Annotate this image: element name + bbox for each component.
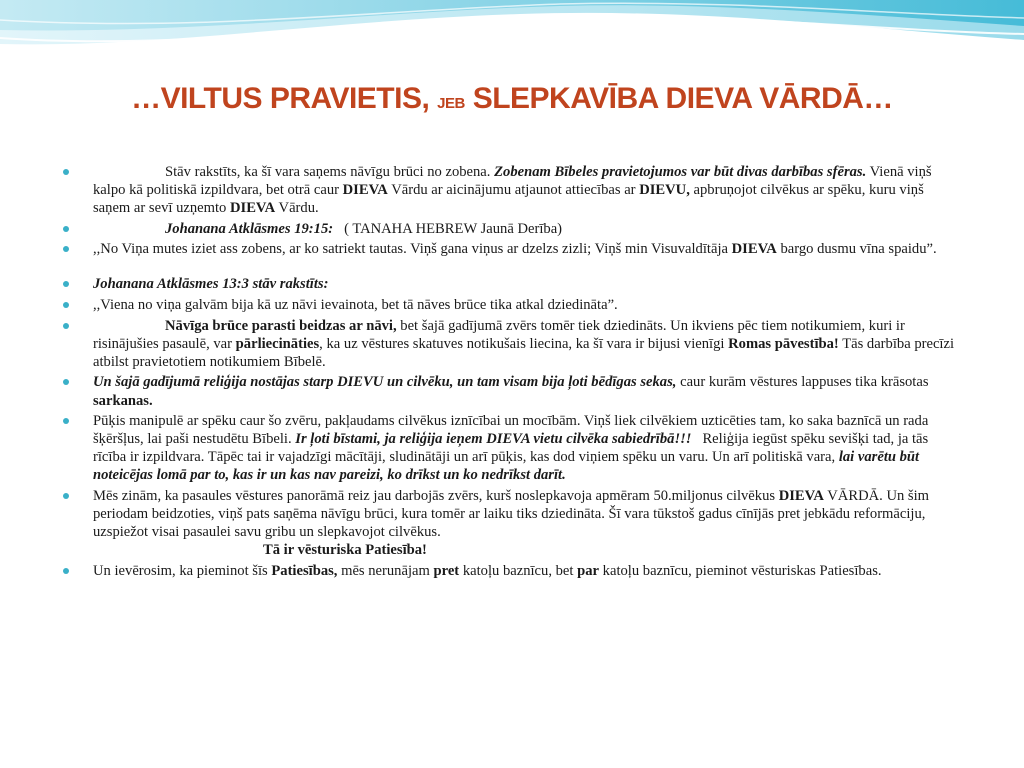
text: ( TANAHA HEBREW Jaunā Derība) [344, 220, 563, 237]
text-bold: sarkanas. [93, 392, 153, 409]
text-bold: DIEVA [342, 182, 388, 199]
text-bold: Nāvīga brūce parasti beidzas ar nāvi, [165, 317, 397, 334]
text: bargo dusmu vīna spaidu”. [780, 241, 937, 258]
header-wave-decoration [0, 0, 1024, 70]
text: , ka uz vēstures skatuves notikušais liecina, ka šī vara ir bijusi vienīgi [319, 335, 725, 352]
text: apbruņojot cilvēkus ar spēku, kuru viņš saņem ar sevī uzņemto [93, 182, 924, 217]
text-bold: par [577, 562, 600, 579]
text-bold: DIEVU, [639, 182, 690, 199]
title-part-1: …VILTUS PRAVIETIS, [131, 82, 430, 115]
text: Pūķis manipulē ar spēku caur šo zvēru, pakļaudams cilvēkus iznīcībai un mocībām. Viņš liek cilvēkiem uzticēties tam, ko saka baznīcā un rada šķēršļus, lai paši nestudētu Bībeli. [93, 413, 929, 448]
text: Stāv rakstīts, ka šī vara saņems nāvīgu brūci no zobena. [165, 164, 491, 180]
text: katoļu baznīcu, pieminot vēsturiskas Patiesības. [602, 562, 882, 579]
text: ,,No Viņa mutes iziet ass zobens, ar ko satriekt tautas. Viņš gana viņus ar dzelzs zizli; Viņš min Visuvaldītāja [93, 241, 728, 258]
bullet-1 [60, 163, 955, 217]
text: Tās darbība precīzi atbilst pravietotiem notikumiem Bībelē. [93, 335, 955, 370]
text-bold: DIEVA [778, 488, 824, 504]
bullet-4 [60, 275, 955, 293]
text-bold-italic: Zobenam Bībeles pravietojumos var būt divas darbības sfēras. [494, 164, 867, 180]
bullet-5 [60, 296, 955, 314]
text: Un ievērosim, ka pieminot šīs [93, 562, 268, 579]
text-bold: Romas pāvestība! [728, 335, 839, 352]
bullet-2 [60, 220, 955, 238]
title-part-3: SLEPKAVĪBA DIEVA VĀRDĀ… [472, 82, 893, 115]
slide-body [60, 163, 955, 582]
text: katoļu baznīcu, bet [462, 562, 574, 579]
text: Vārdu ar aicinājumu atjaunot attiecības ar [391, 182, 636, 199]
title-part-2: JEB [437, 95, 465, 112]
bullet-3 [60, 240, 955, 258]
text-bold: DIEVA [229, 200, 276, 217]
bullet-9 [60, 487, 955, 559]
text: ,,Viena no viņa galvām bija kā uz nāvi ievainota, bet tā nāves brūce tika atkal dziedināta”. [93, 297, 618, 314]
text: mēs nerunājam [341, 562, 430, 579]
bullet-8 [60, 412, 955, 484]
text-bold: pret [433, 562, 460, 579]
text-bold: Patiesības, [271, 562, 338, 579]
text: Vienā viņš kalpo kā politiskā izpildvara, bet otrā caur [93, 164, 932, 199]
text-bold-italic: lai varētu būt noteicējas lomā par to, kas ir un kas nav pareizi, ko drīkst un ko nedrīkst darīt. [93, 449, 920, 484]
text-bold-italic: Johanana Atklāsmes 13:3 stāv rakstīts: [93, 276, 329, 293]
text-bold-italic: Ir ļoti bīstami, ja reliģija ieņem DIEVA vietu cilvēka sabiedrībā!!! [295, 431, 692, 448]
text-bold: DIEVA [731, 241, 777, 258]
text-bold: Tā ir vēsturiska Patiesība! [263, 542, 427, 559]
text: Reliģija iegūst spēku sevišķi tad, ja tās rīcība ir izpildvara. Tāpēc tai ir vajadzīgi mācītāji, sludinātāji un arī pūķis, kas dod viņiem spēku un varu. Un arī politiskā vara, [93, 431, 929, 466]
text-bold-italic: Johanana Atklāsmes 19:15: [165, 220, 334, 237]
text: Vārdu. [278, 200, 319, 217]
text-bold: pārliecināties [235, 335, 320, 352]
text-bold-italic: Un šajā gadījumā reliģija nostājas starp DIEVU un cilvēku, un tam visam bija ļoti bēdīgas sekas, [93, 374, 677, 391]
slide-title [0, 82, 1024, 116]
bullet-6 [60, 317, 955, 371]
bullet-10 [60, 562, 955, 580]
bullet-7 [60, 373, 955, 409]
text: bet šajā gadījumā zvērs tomēr tiek dziedināts. Un ikviens pēc tiem notikumiem, kuri ir risinājušies pasaulē, var [93, 317, 905, 352]
text: Mēs zinām, ka pasaules vēstures panorāmā reiz jau darbojās zvērs, kurš noslepkavoja apmēram 50.miljonus cilvēkus [93, 488, 776, 504]
text: VĀRDĀ. Un šim periodam beidzoties, viņš pats saņēma nāvīgu brūci, kura tomēr ar laiku tiks dziedināta. Šī vara tūkstoš gadus cīnījās pret jebkādu reformāciju, uzspiežot visai pasaulei savu gribu un slepkavojot cilvēkus. [93, 488, 930, 541]
text: caur kurām vēstures lappuses tika krāsotas [680, 374, 929, 391]
